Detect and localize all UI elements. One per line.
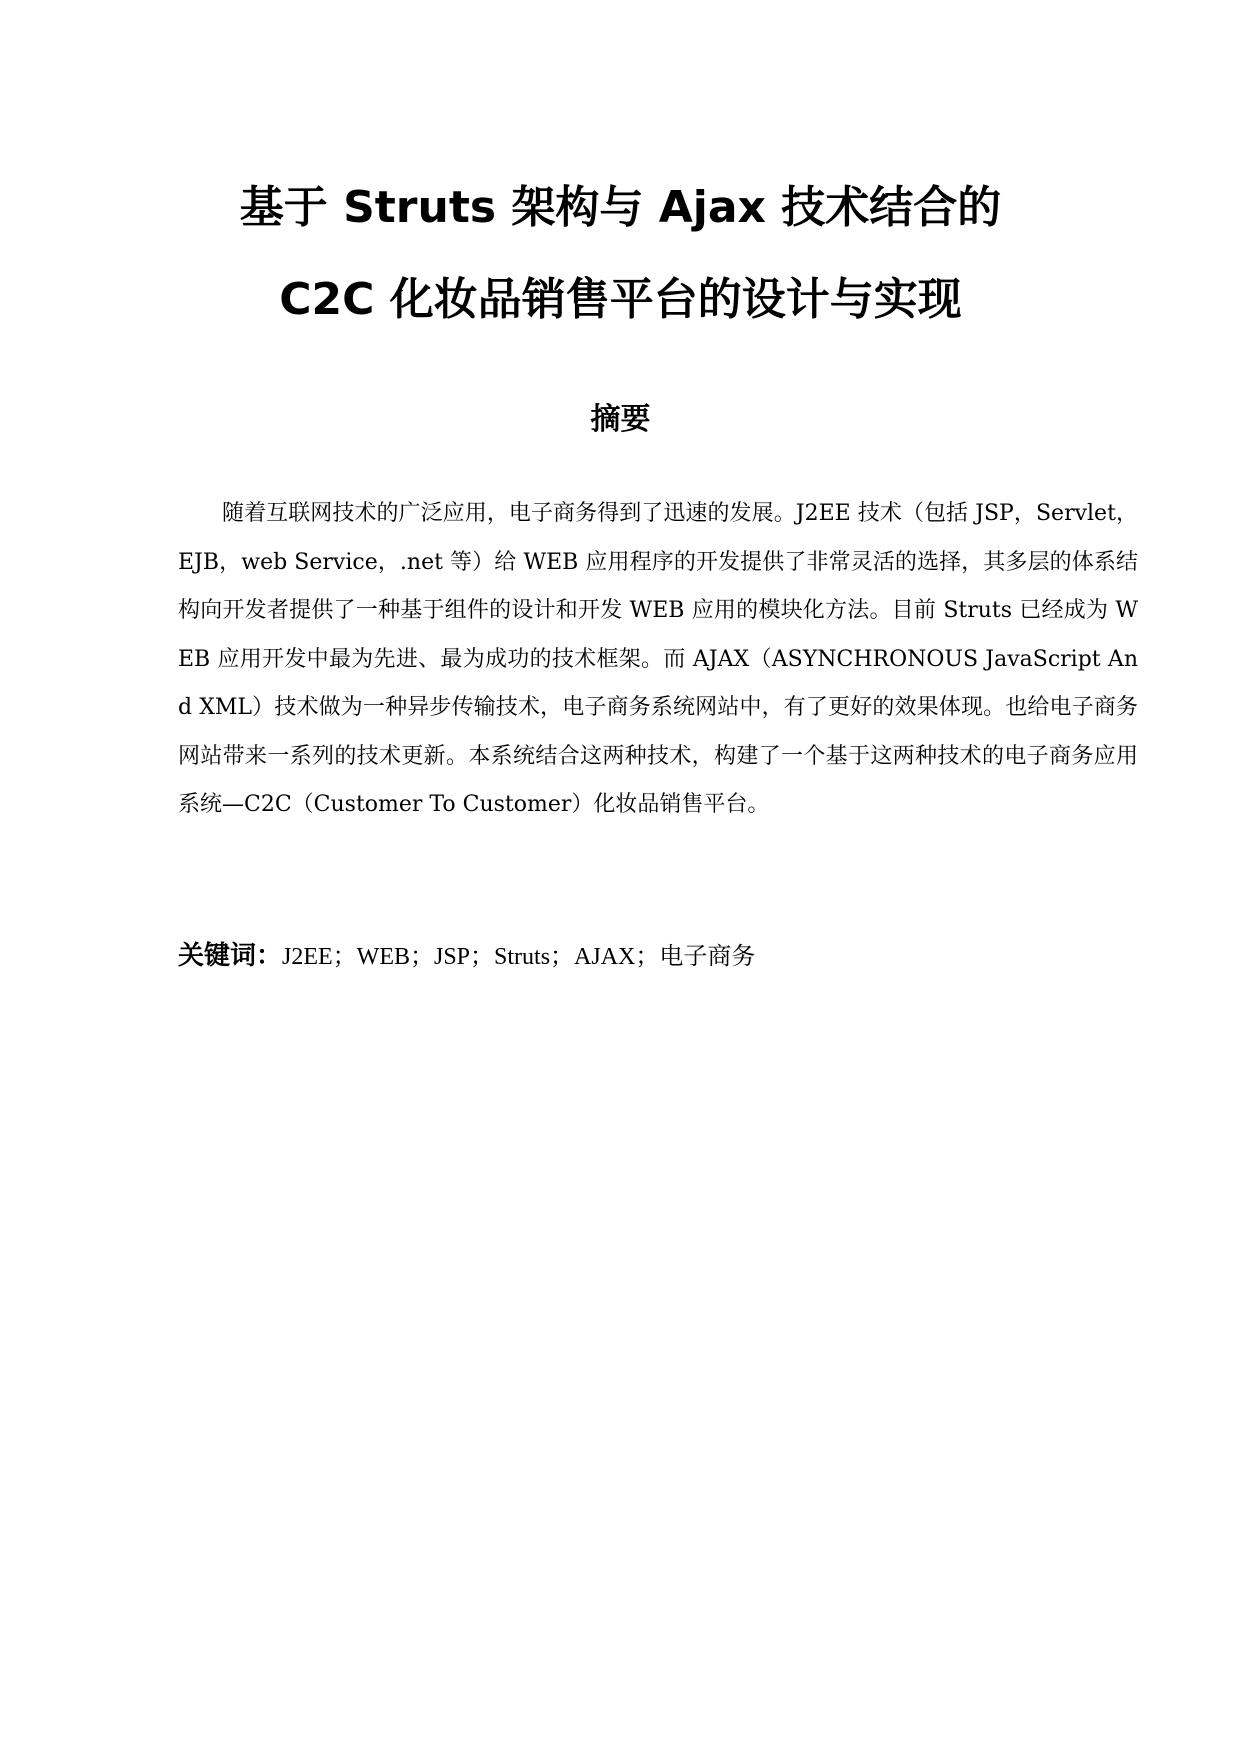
keywords-label: 关键词： — [178, 941, 283, 971]
abstract-paragraph: 随着互联网技术的广泛应用，电子商务得到了迅速的发展。J2EE 技术（包括 JSP，Servlet，EJB，web Service，.net 等）给 WEB 应用程序的开发提供了非常灵活的选择，其多层的体系结构向开发者提供了一种基于组件的设计和开发 WEB 应用的模块化方法。目前 Struts 已经成为 WEB 应用开发中最为先进、最为成功的技术框架。而 AJAX（ASYNCHRONOUS JavaScript And XML）技术做为一种异步传输技术，电子商务系统网站中，有了更好的效果体现。也给电子商务网站带来一系列的技术更新。本系统结合这两种技术，构建了一个基于这两种技术的电子商务应用系统—C2C（Customer To Customer）化妆品销售平台。 — [178, 501, 1138, 817]
keywords-value: J2EE；WEB；JSP；Struts；AJAX；电子商务 — [282, 944, 756, 970]
keywords-line — [178, 936, 1138, 977]
abstract-heading: 摘要 — [590, 402, 651, 437]
document-title-line-1: 基于 Struts 架构与 Ajax 技术结合的 — [239, 182, 1002, 233]
document-title-line-2: C2C 化妆品销售平台的设计与实现 — [279, 274, 962, 325]
